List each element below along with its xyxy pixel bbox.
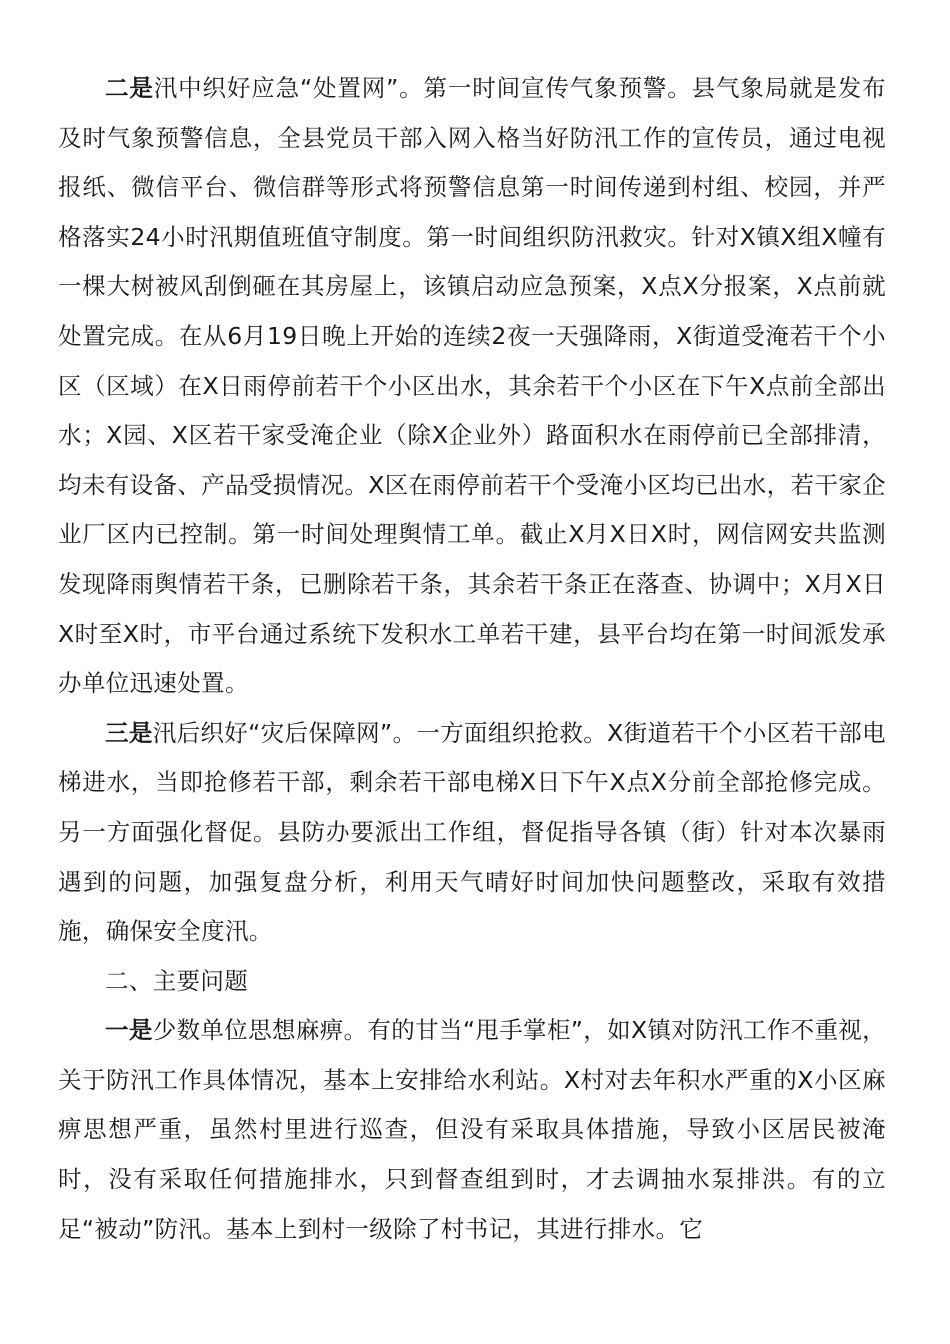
paragraph-post-flood	[58, 709, 886, 957]
paragraph-flood-response	[58, 64, 886, 709]
paragraph-text: 汛后织好“灾后保障网”。一方面组织抢救。X街道若干个小区若干部电梯进水，当即抢修若干部，剩余若干部电梯X日下午X点X分前全部抢修完成。另一方面强化督促。县防办要派出工作组，督促指导各镇（街）针对本次暴雨遇到的问题，加强复盘分析，利用天气晴好时间加快问题整改，采取有效措施，确保安全度汛。	[58, 718, 886, 946]
paragraph-lead: 三是	[105, 718, 153, 747]
section-heading: 二、主要问题	[105, 966, 249, 995]
paragraph-problems	[58, 1006, 886, 1254]
document-page	[58, 64, 886, 1254]
paragraph-text: 少数单位思想麻痹。有的甘当“甩手掌柜”，如X镇对防汛工作不重视，关于防汛工作具体情况，基本上安排给水利站。X村对去年积水严重的X小区麻痹思想严重，虽然村里进行巡查，但没有采取具体措施，导致小区居民被淹时，没有采取任何措施排水，只到督查组到时，才去调抽水泵排洪。有的立足“被动”防汛。基本上到村一级除了村书记，其进行排水。它	[58, 1016, 886, 1243]
paragraph-lead: 二是	[105, 74, 154, 102]
paragraph-lead: 一是	[105, 1016, 153, 1045]
paragraph-text: 汛中织好应急“处置网”。第一时间宣传气象预警。县气象局就是发布及时气象预警信息，全县党员干部入网入格当好防汛工作的宣传员，通过电视报纸、微信平台、微信群等形式将预警信息第一时间传递到村组、校园，并严格落实24小时汛期值班值守制度。第一时间组织防汛救灾。针对X镇X组X幢有一棵大树被风刮倒砸在其房屋上，该镇启动应急预案，X点X分报案，X点前就处置完成。在从6月19日晚上开始的连续2夜一天强降雨，X街道受淹若干个小区（区域）在X日雨停前若干个小区出水，其余若干个小区在下午X点前全部出水；X园、X区若干家受淹企业（除X企业外）路面积水在雨停前已全部排清，均未有设备、产品受损情况。X区在雨停前若干个受淹小区均已出水，若干家企业厂区内已控制。第一时间处理舆情工单。截止X月X日X时，网信网安共监测发现降雨舆情若干条，已删除若干条，其余若干条正在落查、协调中；X月X日X时至X时，市平台通过系统下发积水工单若干建，县平台均在第一时间派发承办单位迅速处置。	[58, 74, 887, 698]
